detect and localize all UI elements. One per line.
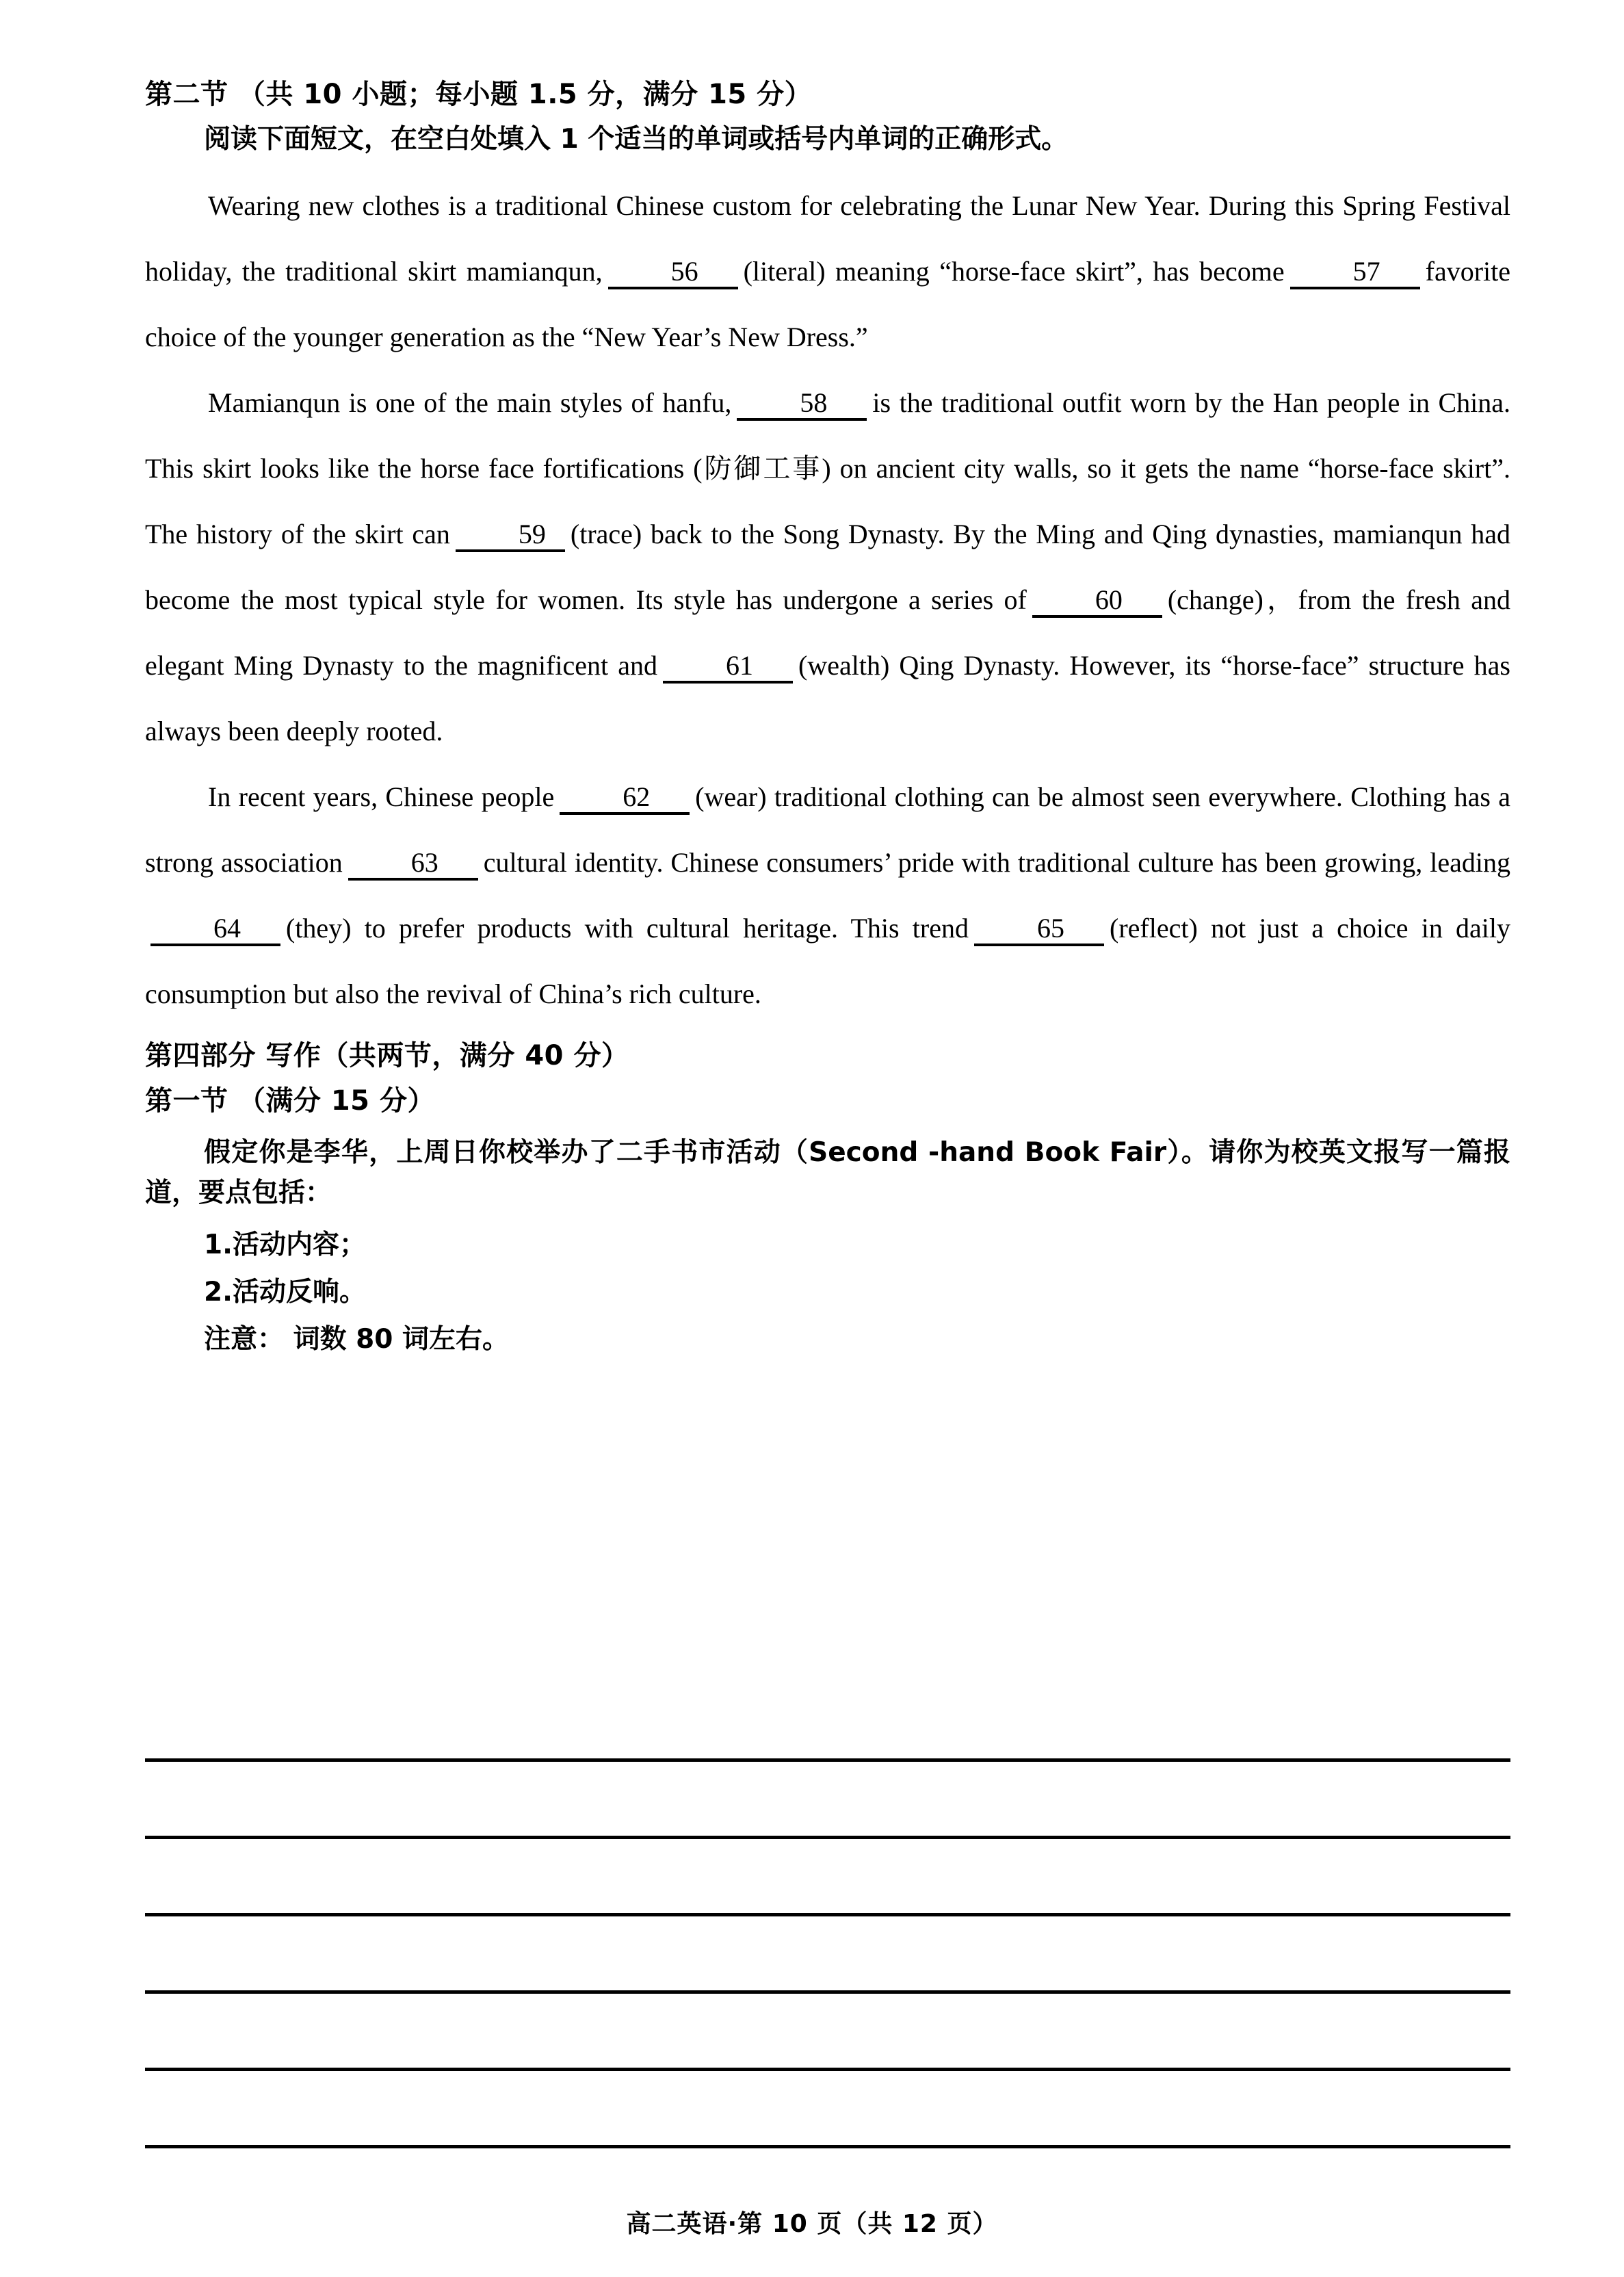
answer-line[interactable] bbox=[145, 1913, 1510, 1916]
passage-text-1b: (literal) meaning “horse-face skirt”, has become bbox=[743, 256, 1285, 287]
section-directions-part2: 阅读下面短文，在空白处填入 1 个适当的单词或括号内单词的正确形式。 bbox=[204, 124, 1069, 155]
section-heading-part2: 第二节 （共 10 小题；每小题 1.5 分，满分 15 分） bbox=[145, 79, 813, 110]
passage-text-2e: (wealth) Qing Dynasty. However, its “horse-face” structure has always been deeply rooted. bbox=[145, 650, 1510, 746]
blank-63[interactable]: 63 bbox=[348, 849, 478, 881]
writing-point-2: 2.活动反响。 bbox=[204, 1276, 366, 1307]
passage-paragraph-3 bbox=[145, 764, 1510, 1027]
passage-text-3b: (wear) traditional clothing can be almost seen everywhere. Clothing has a strong association bbox=[145, 781, 1510, 878]
blank-57[interactable]: 57 bbox=[1290, 258, 1420, 289]
answer-line[interactable] bbox=[145, 2145, 1510, 2148]
blank-58[interactable]: 58 bbox=[737, 389, 867, 421]
passage-text-1a: Wearing new clothes is a traditional Chinese custom for celebrating the Lunar New Year. During this Spring Festival holiday, the traditional skirt mamianqun, bbox=[145, 190, 1510, 287]
answer-line[interactable] bbox=[145, 1990, 1510, 1994]
passage-text-1c: favorite choice of the younger generation as the “New Year’s New Dress.” bbox=[145, 256, 1510, 352]
writing-prompt: 假定你是李华，上周日你校举办了二手书市活动（Second -hand Book Fair）。请你为校英文报写一篇报道，要点包括： bbox=[145, 1137, 1510, 1209]
passage-text-2a: Mamianqun is one of the main styles of hanfu, bbox=[208, 387, 732, 418]
writing-note: 注意： 词数 80 词左右。 bbox=[204, 1323, 510, 1355]
passage-text-3e: (reflect) not just a choice in daily consumption but also the revival of China’s rich culture. bbox=[145, 913, 1511, 1009]
blank-61[interactable]: 61 bbox=[663, 652, 793, 684]
passage-text-3c: cultural identity. Chinese consumers’ pride with traditional culture has been growing, leading bbox=[483, 847, 1511, 878]
blank-56[interactable]: 56 bbox=[608, 258, 738, 289]
blank-62[interactable]: 62 bbox=[560, 783, 690, 815]
passage-paragraph-1 bbox=[145, 173, 1510, 370]
blank-60[interactable]: 60 bbox=[1032, 586, 1162, 618]
writing-point-1: 1.活动内容； bbox=[204, 1229, 366, 1260]
answer-line[interactable] bbox=[145, 2068, 1510, 2071]
page-content bbox=[145, 81, 1510, 1373]
passage-paragraph-2 bbox=[145, 370, 1510, 764]
section-heading-writing-1: 第一节 （满分 15 分） bbox=[145, 1085, 435, 1117]
answer-lines bbox=[145, 1758, 1510, 2148]
page-footer: 高二英语·第 10 页（共 12 页） bbox=[626, 2210, 998, 2238]
blank-65[interactable]: 65 bbox=[974, 915, 1104, 946]
passage-text-2c: (trace) back to the Song Dynasty. By the Ming and Qing dynasties, mamianqun had become the most typical style for women. Its style has undergone a series of bbox=[145, 519, 1510, 615]
section-heading-part4: 第四部分 写作（共两节，满分 40 分） bbox=[145, 1040, 629, 1071]
blank-59[interactable]: 59 bbox=[456, 521, 565, 552]
answer-line[interactable] bbox=[145, 1836, 1510, 1839]
blank-64[interactable]: 64 bbox=[150, 915, 280, 946]
answer-line[interactable] bbox=[145, 1758, 1510, 1762]
passage-text-3d: (they) to prefer products with cultural heritage. This trend bbox=[286, 913, 969, 944]
passage-text-3a: In recent years, Chinese people bbox=[208, 781, 555, 812]
passage-text-2b: is the traditional outfit worn by the Han people in China. This skirt looks like the horse face fortifications (防御工事) on ancient city walls, so it gets the name “horse-face skirt”. The history of the skirt can bbox=[145, 387, 1510, 549]
passage-text-2d: (change)，from the fresh and elegant Ming Dynasty to the magnificent and bbox=[145, 584, 1510, 681]
